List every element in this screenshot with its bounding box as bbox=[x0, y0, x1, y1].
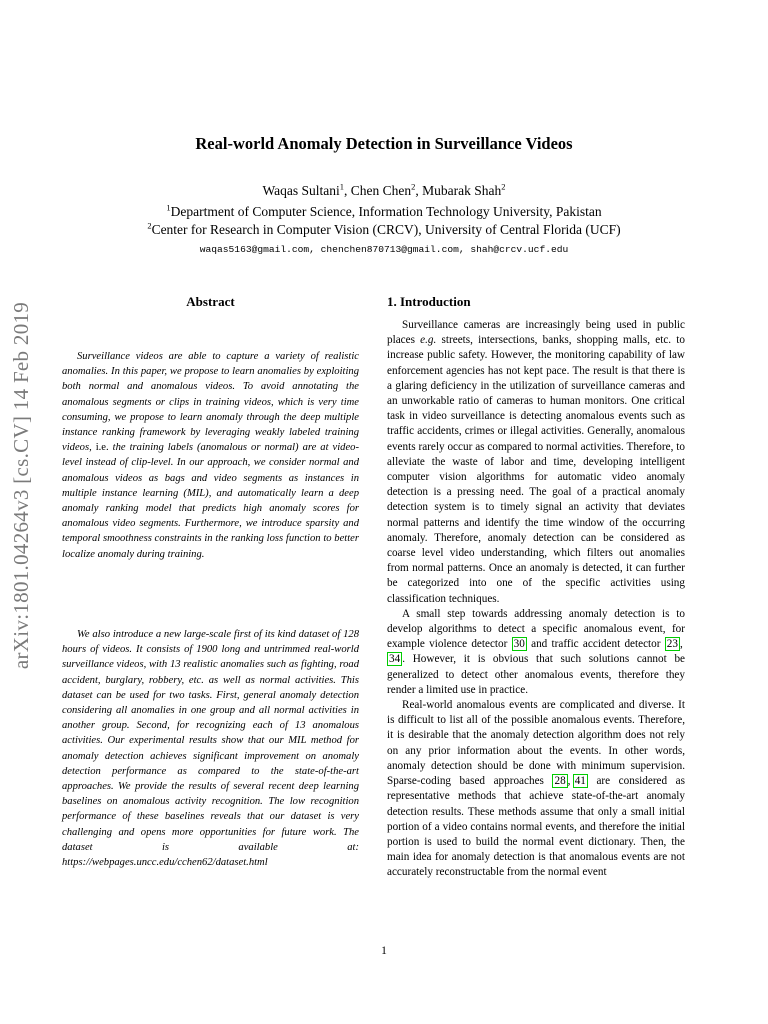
intro-text: Surveillance cameras are increasingly being used in public places bbox=[387, 319, 685, 347]
abstract-text: Surveillance videos are able to capture a variety of realistic anomalies. In this paper, we propose to learn anomalies by exploiting both normal and anomalous videos. To avoid annotating the anomalous segments or clips in training videos, which is very time consuming, we propose to learn anomaly through the deep multiple instance ranking framework by leveraging weakly labeled training videos, bbox=[62, 351, 359, 454]
author-affiliation-mark: 1 bbox=[339, 181, 345, 192]
section-heading-introduction: 1. Introduction bbox=[387, 294, 471, 309]
abstract-text: the training labels (anomalous or normal) are at video-level instead of clip-level. In our approach, we consider normal and anomalous videos as bags and video segments as instances in multiple instance learning (MIL), and automatically learn a deep anomaly ranking model that predicts high anomaly scores for anomalous video segments. Furthermore, we introduce sparsity and temporal smoothness constraints in the ranking loss function to better localize anomaly during training. bbox=[62, 442, 359, 560]
citation-link[interactable]: 23 bbox=[666, 638, 678, 651]
abstract-paragraph-2 bbox=[62, 627, 359, 870]
abstract-heading: Abstract bbox=[186, 294, 235, 309]
arxiv-identifier-stamp bbox=[2, 270, 42, 700]
intro-text: streets, intersections, banks, shopping malls, etc. to increase public safety. However, the monitoring capability of law enforcement agencies has not kept pace. The result is that there is a glaring deficiency in the utilization of surveillance cameras and an unworkable ratio of cameras to human monitors. One critical task in video surveillance is detecting anomalous events such as traffic accidents, crimes or illegal activities. Generally, anomalous events rarely occur as compared to normal activities. Therefore, to alleviate the waste of labor and time, developing intelligent computer vision algorithms for automatic video anomaly detection is a pressing need. The goal of a practical anomaly detection system is to timely signal an activity that deviates normal patterns and identify the time window of the occurring anomaly. Therefore, anomaly detection can be considered as coarse level video understanding, which filters out anomalies from normal patterns. Once an anomaly is detected, it can further be categorized into one of the specific activities using classification techniques. bbox=[387, 334, 686, 605]
author-list: Waqas Sultani$^1$, Chen Chen$^2$, Mubarak Shah$^2$ bbox=[262, 181, 506, 198]
affiliation-text: Center for Research in Computer Vision (CRCV), University of Central Florida (UCF) bbox=[151, 222, 621, 237]
intro-paragraph-1 bbox=[387, 318, 685, 607]
affiliation-text: Department of Computer Science, Information Technology University, Pakistan bbox=[170, 204, 602, 219]
author-affiliation-mark: 2 bbox=[411, 181, 416, 192]
intro-paragraph-2: A small step towards addressing anomaly detection is to develop algorithms to detect a specific anomalous event, for example violence detector 30 and traffic accident detector 23 , 34 . However, it is obvious that such solutions cannot be generalized to detect other anomalous events, therefore they render a limited use in practice. bbox=[387, 607, 685, 696]
citation-link[interactable]: 30 bbox=[513, 638, 525, 651]
intro-paragraph-3: Real-world anomalous events are complicated and diverse. It is difficult to list all of the possible anomalous events. Therefore, it is desirable that the anomaly detection algorithm does not rely on any prior information about the events. In other words, anomaly detection should be done with minimum supervision. Sparse-coding based approaches 28 , 41 are considered as representative methods that achieve state-of-the-art anomaly detection results. These methods assume that only a small initial portion of a video contains normal events, and therefore the initial portion is used to build the normal event dictionary. Then, the main idea for anomaly detection is that anomalous events are not accurately reconstructable from the normal event bbox=[387, 699, 685, 879]
author-name: Chen Chen bbox=[350, 183, 412, 198]
abstract-abbrev: i.e. bbox=[95, 442, 109, 454]
affiliation-mark: 2 bbox=[147, 220, 152, 231]
affiliation-line bbox=[0, 204, 768, 220]
introduction-body bbox=[387, 318, 685, 881]
affiliation-line bbox=[0, 222, 768, 238]
author-name: Mubarak Shah bbox=[422, 183, 502, 198]
intro-text: A small step towards addressing anomaly detection is to develop algorithms to detect a specific anomalous event, for example violence detector bbox=[387, 607, 685, 651]
author-name: Waqas Sultani bbox=[262, 183, 340, 198]
citation-link[interactable]: 34 bbox=[389, 653, 401, 666]
citation-link[interactable]: 28 bbox=[554, 775, 566, 788]
intro-abbrev: e.g. bbox=[420, 334, 437, 347]
intro-text: and traffic accident detector bbox=[526, 638, 665, 651]
arxiv-identifier-text: arXiv:1801.04264v3 [cs.CV] 14 Feb 2019 bbox=[9, 301, 34, 669]
intro-text: . However, it is obvious that such solutions cannot be generalized to detect other anomalous events, therefore they render a limited use in practice. bbox=[387, 653, 685, 696]
intro-text: Real-world anomalous events are complicated and diverse. It is difficult to list all of the possible anomalous events. Therefore, it is desirable that the anomaly detection algorithm does not rely on any prior information about the events. In other words, anomaly detection should be done with minimum supervision. Sparse-coding based approaches bbox=[387, 699, 685, 788]
intro-text: are considered as representative methods that achieve state-of-the-art anomaly detection results. These methods assume that only a small initial portion of a video contains normal events, and therefore the initial portion is used to build the normal event dictionary. Then, the main idea for anomaly detection is that anomalous events are not accurately reconstructable from the normal event bbox=[387, 775, 685, 879]
abstract-paragraph-1 bbox=[62, 349, 359, 562]
page-number: 1 bbox=[381, 945, 387, 957]
affiliation-mark: 1 bbox=[166, 202, 171, 213]
citation-link[interactable]: 41 bbox=[574, 775, 586, 788]
paper-title: Real-world Anomaly Detection in Surveillance Videos bbox=[195, 134, 573, 153]
abstract-text: We also introduce a new large-scale first of its kind dataset of 128 hours of videos. It consists of 1900 long and untrimmed real-world surveillance videos, with 13 realistic anomalies such as fighting, road accident, burglary, robbery, etc. as well as normal activities. This dataset can be used for two tasks. First, general anomaly detection considering all anomalies in one group and all normal activities in another group. Second, for recognizing each of 13 anomalous activities. Our experimental results show that our MIL method for anomaly detection achieves significant improvement on anomaly detection performance as compared to the state-of-the-art approaches. We provide the results of several recent deep learning baselines on anomalous activity recognition. The low recognition performance of these baselines reveals that our dataset is very challenging and opens more opportunities for future work. The dataset is available at: https://webpages.uncc.edu/cchen62/dataset.html bbox=[62, 629, 359, 869]
author-emails: waqas5163@gmail.com, chenchen870713@gmail.com, shah@crcv.ucf.edu bbox=[199, 244, 569, 255]
author-affiliation-mark: 2 bbox=[501, 181, 506, 192]
